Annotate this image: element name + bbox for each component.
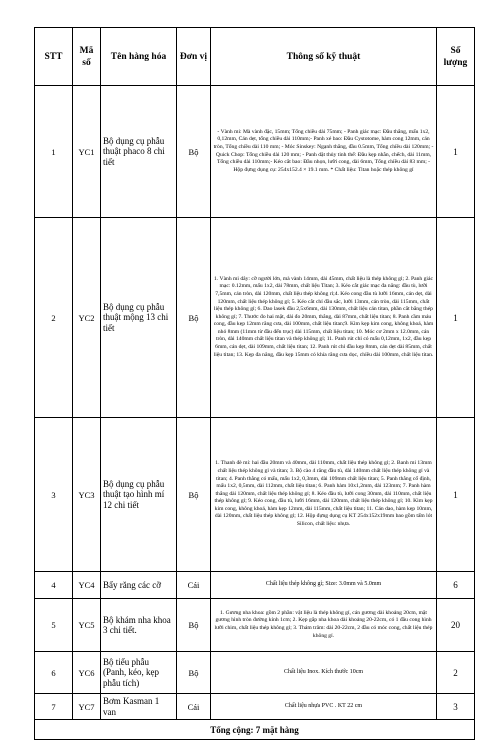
equipment-spec-table (34, 27, 475, 740)
row-code: YC1 (73, 86, 101, 218)
table-row (35, 218, 475, 418)
row-code: YC2 (73, 218, 101, 418)
row-unit: Cái (177, 572, 211, 599)
row-code: YC6 (73, 652, 101, 694)
header-code: Mã số (73, 28, 101, 86)
row-unit: Bộ (177, 599, 211, 652)
table-row (35, 418, 475, 572)
table-header-row (35, 28, 475, 86)
row-qty: 6 (437, 572, 475, 599)
row-qty: 1 (437, 418, 475, 572)
row-stt: 3 (35, 418, 73, 572)
row-code: YC7 (73, 694, 101, 720)
row-spec: 1. Vành mi dây: cỡ người lớn, mà vành 14mm, dài 45mm, chất liệu là thép không gỉ; 2. Panh giác mạc: 0.12mm, mấu 1x2, dài 78mm, chất liệu Titan; 3. Kéo cắt giác mạc đa năng: đầu tù, lưỡi 7,5mm, cán tròn, dài 120mm, chất liệu thép không rỉ;4. Kéo cong đầu tù lưỡi 16mm, cán dẹt, dài 120mm, chất liệu thép không gỉ; 5. Kéo cắt chỉ đầu sắc, lưỡi 13mm, cán tròn, dài 115mm, chất liệu thép không gỉ; 6. Dao lasek đầu 2,5x6mm, dài 130mm, chất liệu cán titan, phần cắt bằng thép không gỉ; 7. Thước đo hai mặt, dài đo 20mm, thẳng, dài 87mm, chất liệu titan; 8. Panh cầm máu cong, đầu kẹp 12mm răng cưa, dài 100mm, chất liệu titan;9. Kìm kẹp kim cong, không khoá, hàm nhỏ 8mm (11mm từ đầu đến trục) dài 115mm, chất liệu titan; 10. Móc cơ 2mm x 12.0mm, cán tròn, dài 140mm chất liệu titan và thép không gỉ; 11. Panh rút chỉ có mấu 0,12mm, 1x2, đầu kẹp 6mm, cán dẹt, dài 109mm, chất liệu titan; 12. Panh rút chỉ đầu kẹp 8mm, cán dẹt dài 85mm, chất liệu titan; 13. Kẹp đa năng, đầu kẹp 15mm có khía răng cưa dọc, chiều dài 100mm, chất liệu titan. (211, 218, 437, 418)
row-name: Bộ tiểu phẫu (Panh, kéo, kẹp phẫu tích) (101, 652, 177, 694)
row-stt: 4 (35, 572, 73, 599)
row-unit: Bộ (177, 86, 211, 218)
row-qty: 1 (437, 218, 475, 418)
row-spec: 1. Gương nha khoa: gồm 2 phần: vật liệu là thép không gỉ, cán gương dài khoảng 20cm, mặt gương hình tròn đường kính 1cm; 2. Kẹp gắp nha khoa dài khoảng 20-22cm, có 1 đầu cong hình lưỡi chim, chất liệu thép không gỉ; 3. Thám trâm: dài 20-22cm, 2 đầu có móc cong, chất liệu thép không gỉ. (211, 599, 437, 652)
row-qty: 1 (437, 86, 475, 218)
row-name: Bộ khám nha khoa 3 chi tiết. (101, 599, 177, 652)
row-name: Bộ dụng cụ phẫu thuật tạo hình mí 12 chi tiết (101, 418, 177, 572)
row-qty: 3 (437, 694, 475, 720)
row-name: Bơm Kasman 1 van (101, 694, 177, 720)
row-stt: 1 (35, 86, 73, 218)
header-name: Tên hàng hóa (101, 28, 177, 86)
row-code: YC3 (73, 418, 101, 572)
row-stt: 6 (35, 652, 73, 694)
table-row (35, 652, 475, 694)
row-unit: Cái (177, 694, 211, 720)
row-code: YC4 (73, 572, 101, 599)
total-row (35, 720, 475, 740)
row-stt: 5 (35, 599, 73, 652)
row-code: YC5 (73, 599, 101, 652)
row-spec: Chất liệu Inox. Kích thước 10cm (211, 652, 437, 694)
table-row (35, 694, 475, 720)
row-name: Bẩy răng các cỡ (101, 572, 177, 599)
row-stt: 2 (35, 218, 73, 418)
row-spec: Chất liệu nhựa PVC . KT 22 cm (211, 694, 437, 720)
row-name: Bộ dụng cụ phẫu thuật phaco 8 chi tiết (101, 86, 177, 218)
row-unit: Bộ (177, 418, 211, 572)
total-label: Tổng cộng: 7 mặt hàng (35, 720, 475, 740)
row-unit: Bộ (177, 652, 211, 694)
header-stt: STT (35, 28, 73, 86)
header-spec: Thông số kỹ thuật (211, 28, 437, 86)
table-row (35, 86, 475, 218)
row-spec: Chất liệu thép không gỉ; Size: 3.0mm và 5.0mm (211, 572, 437, 599)
header-qty: Số lượng (437, 28, 475, 86)
row-stt: 7 (35, 694, 73, 720)
row-spec: 1. Thanh đè mí: hai đầu 20mm và 40mm, dài 110mm, chất liệu thép không gỉ; 2. Banh mi 13mm chất liệu thép không gỉ và titan; 3. Bộ cào 4 răng đầu tù, dài 140mm chất liệu thép không gỉ và titan; 4. Panh thẳng có mấu, mấu 1x2, 0,3mm, dài 109mm chất liệu titan; 5. Panh thẳng cố định, mấu 1x2, 0,5mm, dài 112mm, chất liệu titan; 6. Panh hàm 10x1,2mm, dài 123mm; 7. Panh hàm thẳng dài 120mm, chất liệu thép không gỉ; 8. Kéo đầu tù, lưỡi cong 30mm, dài 110mm, chất liệu thép không gỉ; 9. Kéo cong, đầu tù, lưỡi 16mm, dài 120mm, chất liệu thép không gỉ; 10. Kìm kẹp kim cong, không khoá, hàm kẹp 12mm, dài 115mm, chất liệu titan; 11. Cán dao, hàm kẹp 10mm, dài 120mm, chất liệu thép không gỉ; 12. Hộp đựng dụng cụ KT 254x152x19mm bao gồm tấm lót Silicon, chất liệu: nhựa. (211, 418, 437, 572)
row-spec: - Vành mi: Mà vành đặc, 15mm; Tổng chiều dài 75mm; - Panh giác mạc: Đầu thẳng, mấu 1x2, 0,12mm, Cán dẹt, tổng chiều dài 110mm;- Panh xé bao: Đầu Cystotome, hàm cong 12mm, cán tròn, Tổng chiều dài 110 mm; - Móc Sinskey: Ngạnh thẳng, đầu 0.5mm, Tổng chiều dài 120mm; - Quick Chop: Tổng chiều dài 120 mm; - Panh dặt thủy tinh thể: Đầu kẹp nhẵn, chếch, dài 11mm, Tổng chiều dài 110mm;- Kéo cắt bao: Đầu nhọn, lưỡi cong, dài 6mm, Tổng chiều dài 83 mm; - Hộp đựng dụng cụ: 254x152.4 × 19.1 mm. * Chất liệu: Titan hoặc thép không gỉ (211, 86, 437, 218)
row-unit: Bộ (177, 218, 211, 418)
table-row (35, 572, 475, 599)
row-qty: 2 (437, 652, 475, 694)
row-name: Bộ dụng cụ phẫu thuật mộng 13 chi tiết (101, 218, 177, 418)
row-qty: 20 (437, 599, 475, 652)
header-unit: Đơn vị (177, 28, 211, 86)
table-row (35, 599, 475, 652)
